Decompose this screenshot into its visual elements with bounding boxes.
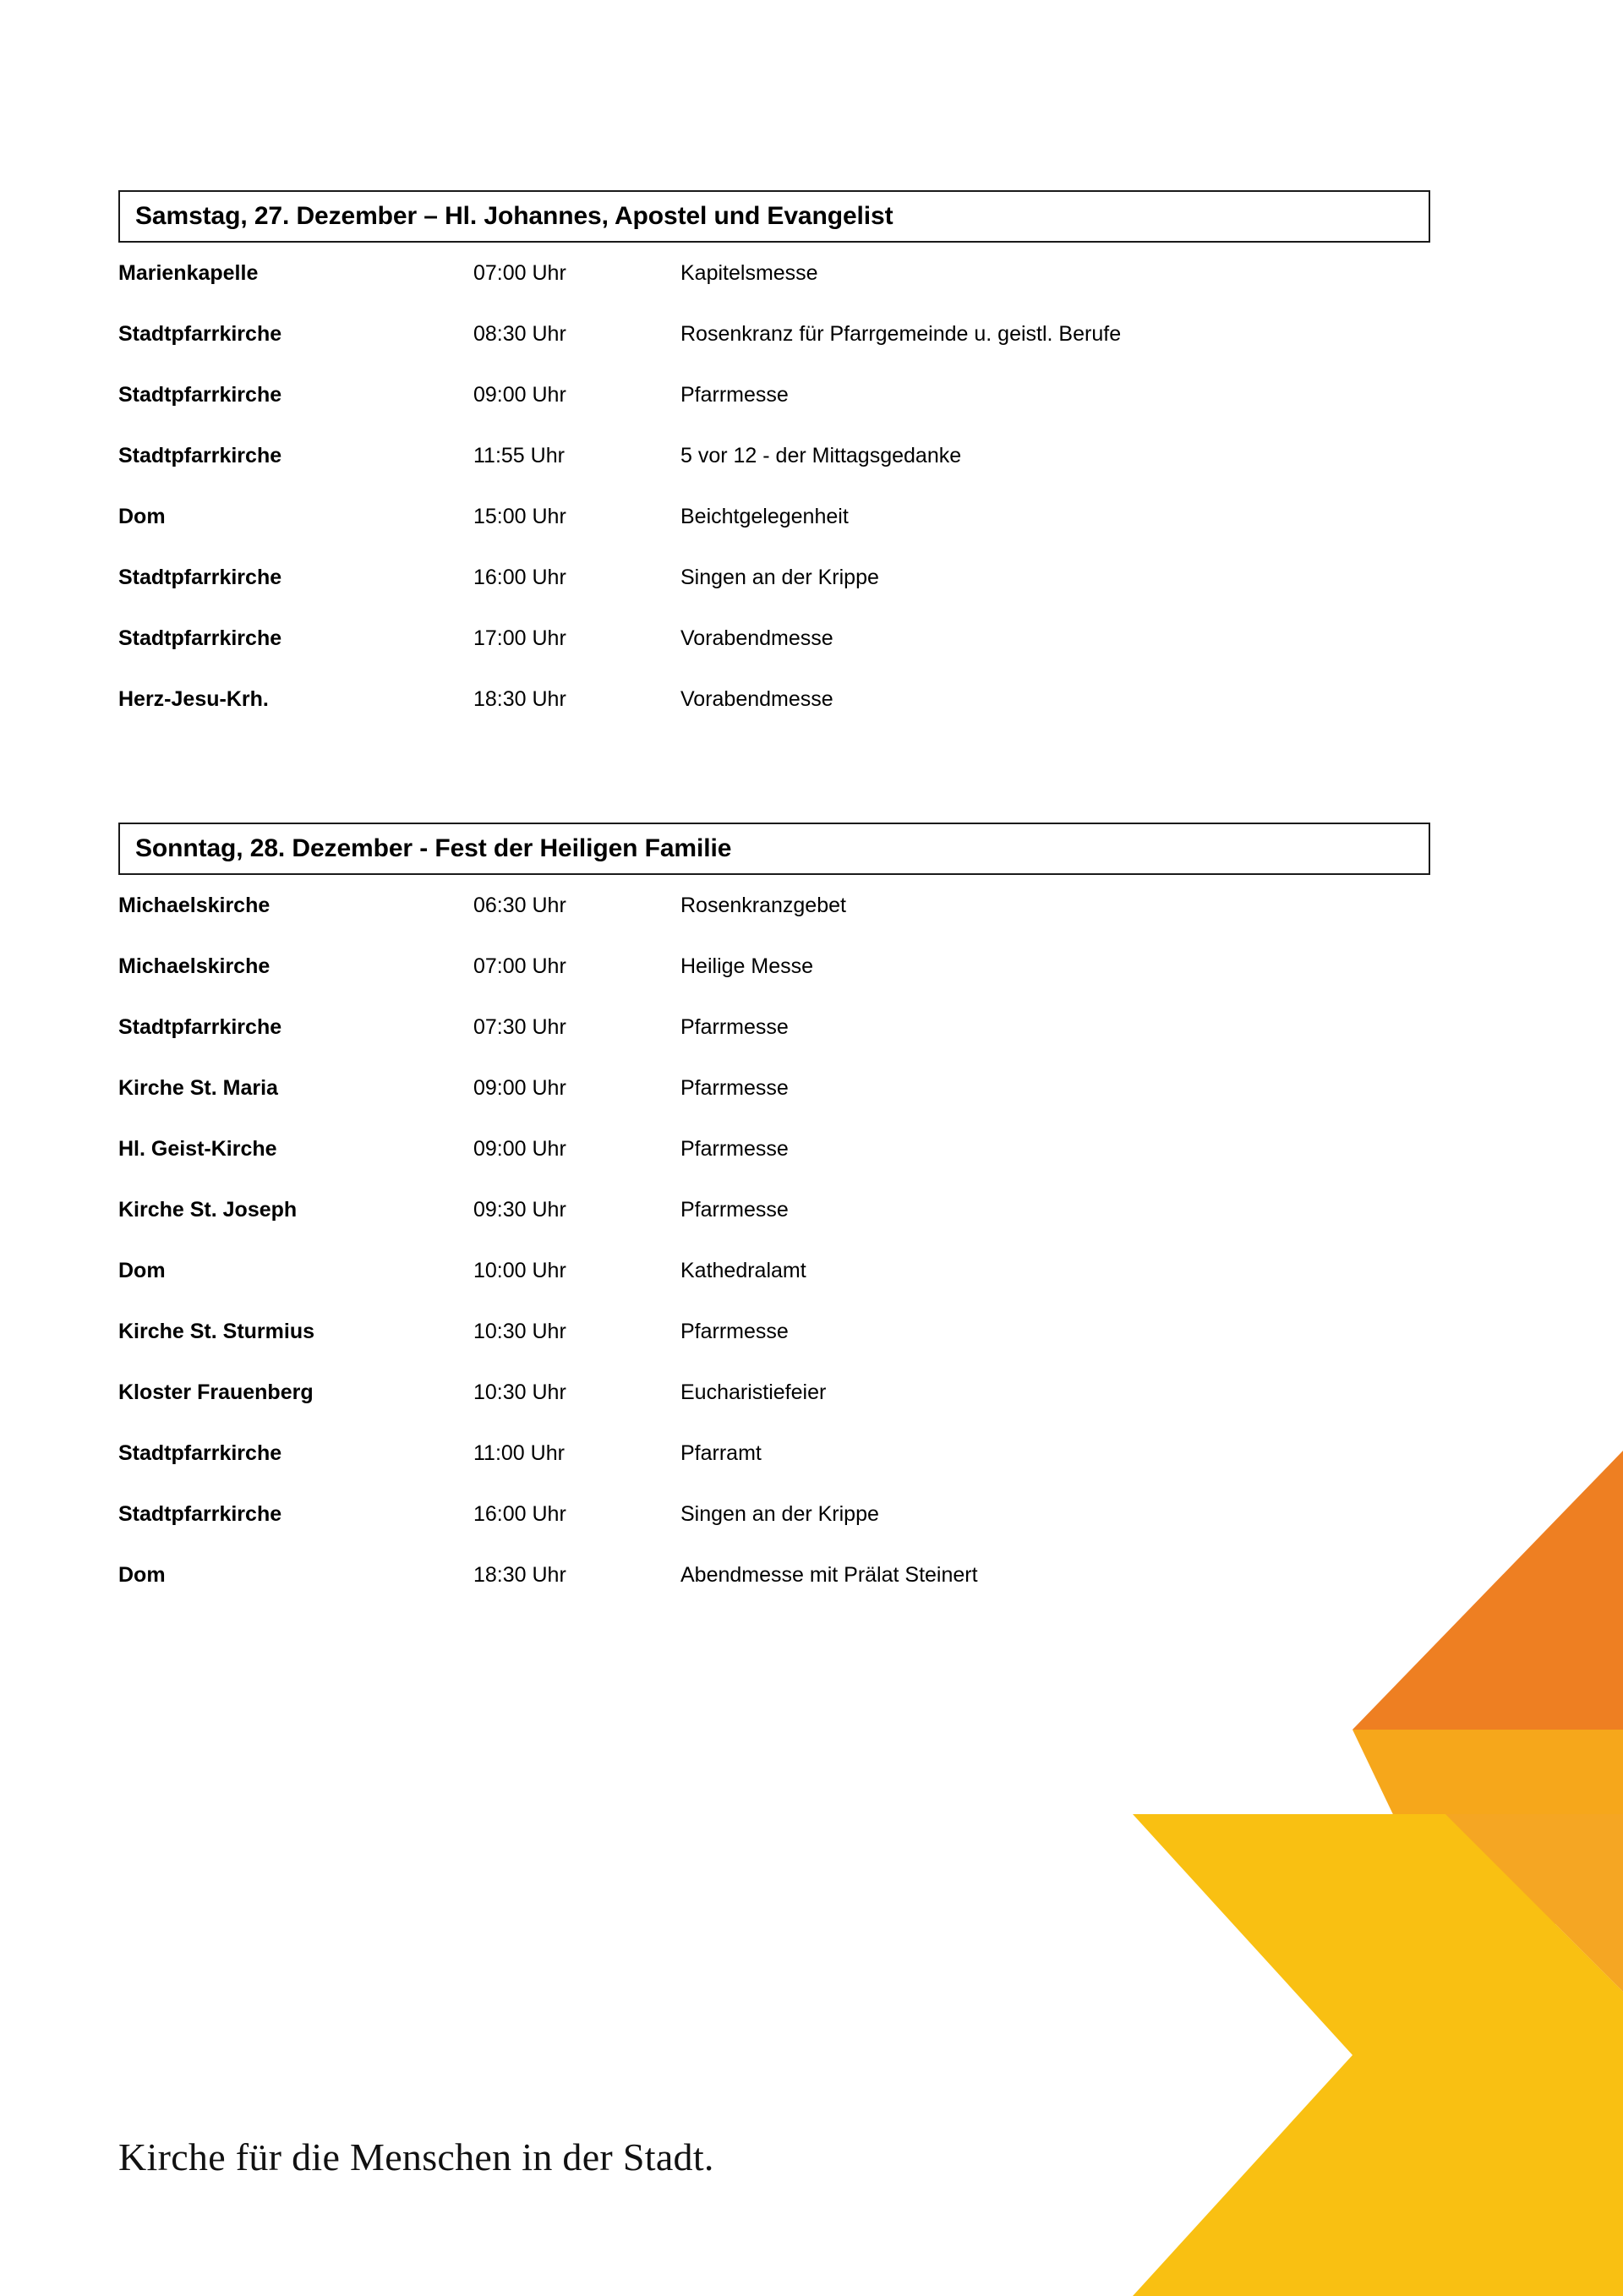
schedule-row [118,1259,1437,1320]
schedule-row [118,687,1437,748]
entry-description: Pfarrmesse [680,1015,789,1039]
section-title: Sonntag, 28. Dezember - Fest der Heiligen Familie [135,834,732,862]
entry-place: Stadtpfarrkirche [118,1015,282,1039]
schedule-row [118,1137,1437,1198]
entry-time: 15:00 Uhr [473,505,566,528]
entry-time: 09:00 Uhr [473,1137,566,1161]
entry-time: 09:00 Uhr [473,1076,566,1100]
entry-place: Hl. Geist-Kirche [118,1137,277,1161]
entry-place: Stadtpfarrkirche [118,1502,282,1526]
schedule-row [118,1015,1437,1076]
entry-time: 11:00 Uhr [473,1441,565,1465]
entry-description: Pfarrmesse [680,383,789,407]
entry-place: Stadtpfarrkirche [118,444,282,467]
schedule-row [118,1563,1437,1624]
entry-time: 07:00 Uhr [473,261,566,285]
entry-time: 08:30 Uhr [473,322,566,346]
entry-time: 10:30 Uhr [473,1320,566,1343]
section-spacer [118,782,1437,823]
schedule-row [118,626,1437,687]
entry-time: 07:30 Uhr [473,1015,566,1039]
schedule-row [118,383,1437,444]
entry-time: 09:30 Uhr [473,1198,566,1222]
entry-time: 10:00 Uhr [473,1259,566,1282]
entry-description: Rosenkranz für Pfarrgemeinde u. geistl. Berufe [680,322,1122,346]
entry-place: Dom [118,1259,166,1282]
entry-description: Pfarrmesse [680,1137,789,1161]
entry-place: Stadtpfarrkirche [118,1441,282,1465]
schedule-row [118,1076,1437,1137]
entry-description: Pfarramt [680,1441,762,1465]
entry-description: Singen an der Krippe [680,566,879,589]
entry-description: Abendmesse mit Prälat Steinert [680,1563,978,1587]
entry-time: 17:00 Uhr [473,626,566,650]
entry-time: 11:55 Uhr [473,444,565,467]
entry-time: 06:30 Uhr [473,894,566,917]
entry-description: Vorabendmesse [680,626,833,650]
entry-place: Dom [118,505,166,528]
entry-time: 16:00 Uhr [473,566,566,589]
schedule-row [118,1380,1437,1441]
entry-description: Beichtgelegenheit [680,505,849,528]
slogan-text: Kirche für die Menschen in der Stadt. [118,2135,714,2178]
entry-place: Kirche St. Maria [118,1076,278,1100]
entry-place: Michaelskirche [118,954,270,978]
schedule-row [118,954,1437,1015]
schedule-section [118,190,1437,748]
entry-place: Herz-Jesu-Krh. [118,687,269,711]
section-header [118,823,1430,875]
entry-description: Pfarrmesse [680,1076,789,1100]
entry-description: Rosenkranzgebet [680,894,846,917]
entry-description: Pfarrmesse [680,1320,789,1343]
entry-place: Kloster Frauenberg [118,1380,314,1404]
schedule-row [118,505,1437,566]
entry-place: Stadtpfarrkirche [118,383,282,407]
schedule-row [118,1198,1437,1259]
entry-time: 09:00 Uhr [473,383,566,407]
entry-description: Vorabendmesse [680,687,833,711]
section-title: Samstag, 27. Dezember – Hl. Johannes, Apostel und Evangelist [135,202,893,230]
entry-description: Kathedralamt [680,1259,806,1282]
section-header [118,190,1430,243]
entry-time: 10:30 Uhr [473,1380,566,1404]
entry-description: Singen an der Krippe [680,1502,879,1526]
entry-place: Marienkapelle [118,261,259,285]
entry-description: Kapitelsmesse [680,261,818,285]
schedule-row [118,1320,1437,1380]
entry-place: Kirche St. Sturmius [118,1320,314,1343]
section-entries [118,261,1437,748]
entry-place: Kirche St. Joseph [118,1198,298,1222]
entry-description: 5 vor 12 - der Mittagsgedanke [680,444,962,467]
entry-time: 18:30 Uhr [473,1563,566,1587]
section-entries [118,894,1437,1624]
entry-place: Dom [118,1563,166,1587]
entry-place: Michaelskirche [118,894,270,917]
entry-place: Stadtpfarrkirche [118,626,282,650]
entry-time: 16:00 Uhr [473,1502,566,1526]
entry-time: 07:00 Uhr [473,954,566,978]
schedule-row [118,566,1437,626]
schedule-row [118,1502,1437,1563]
entry-description: Eucharistiefeier [680,1380,827,1404]
schedule-row [118,894,1437,954]
schedule-row [118,261,1437,322]
schedule-row [118,322,1437,383]
schedule-row [118,1441,1437,1502]
entry-description: Pfarrmesse [680,1198,789,1222]
entry-place: Stadtpfarrkirche [118,322,282,346]
entry-description: Heilige Messe [680,954,814,978]
schedule-section [118,823,1437,1624]
schedule-container [118,190,1437,1658]
entry-place: Stadtpfarrkirche [118,566,282,589]
entry-time: 18:30 Uhr [473,687,566,711]
schedule-row [118,444,1437,505]
